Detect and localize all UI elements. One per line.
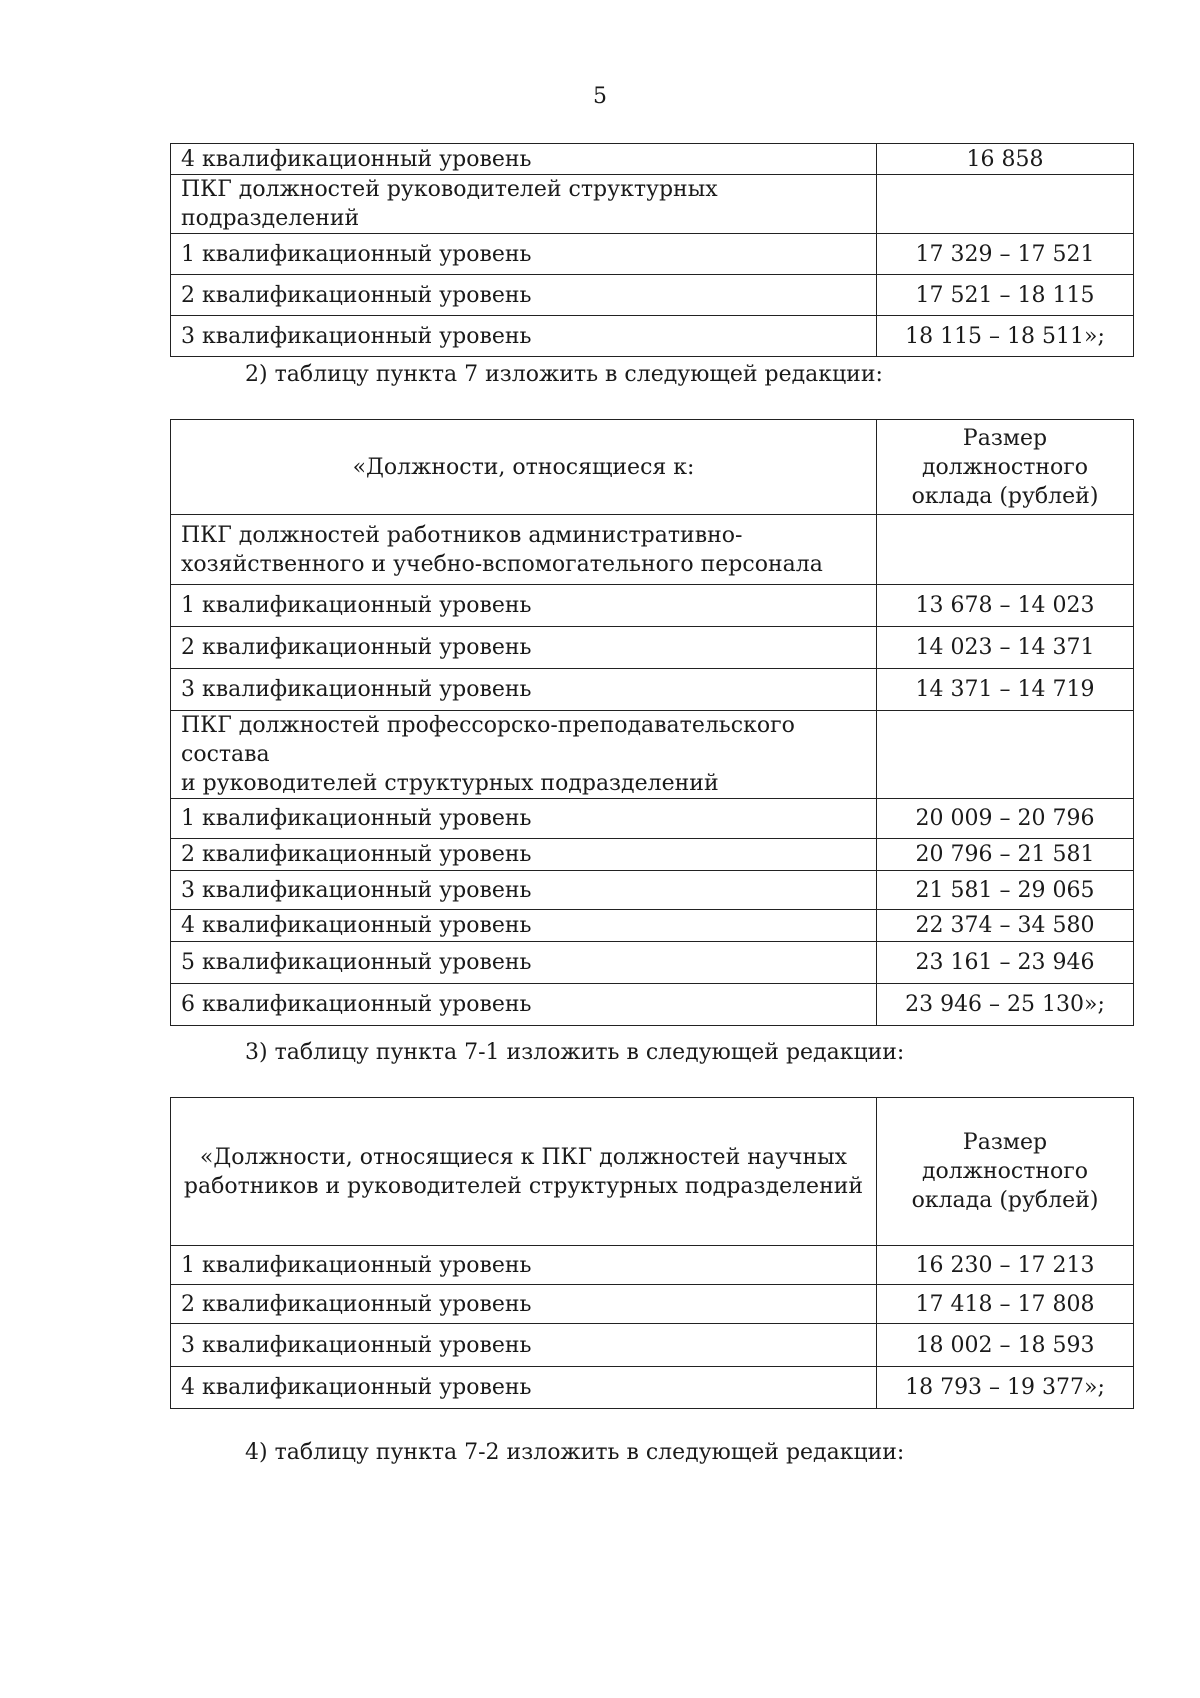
table-row — [171, 871, 1134, 910]
level-label: 3 квалификационный уровень — [171, 871, 877, 910]
table-row — [171, 515, 1134, 585]
table-row — [171, 711, 1134, 799]
table-header-row — [171, 420, 1134, 515]
salary-value: 16 230 – 17 213 — [877, 1246, 1134, 1285]
salary-value — [877, 515, 1134, 585]
group-label: ПКГ должностей руководителей структурных подразделений — [171, 175, 877, 234]
table-row — [171, 1285, 1134, 1324]
level-label: 6 квалификационный уровень — [171, 984, 877, 1026]
column-header-salary — [877, 420, 1134, 515]
level-label: 1 квалификационный уровень — [171, 1246, 877, 1285]
level-label: 2 квалификационный уровень — [171, 275, 877, 316]
salary-value: 23 161 – 23 946 — [877, 942, 1134, 984]
paragraph-item-2: 2) таблицу пункта 7 изложить в следующей редакции: — [245, 362, 883, 387]
table-row — [171, 627, 1134, 669]
level-label: 3 квалификационный уровень — [171, 316, 877, 357]
salary-value: 17 329 – 17 521 — [877, 234, 1134, 275]
salary-value — [877, 711, 1134, 799]
salary-value: 20 009 – 20 796 — [877, 799, 1134, 839]
column-header-positions-line2: работников и руководителей структурных подразделений — [183, 1173, 864, 1199]
table-row — [171, 275, 1134, 316]
level-label: 3 квалификационный уровень — [171, 669, 877, 711]
page-number: 5 — [593, 84, 607, 109]
salary-value: 21 581 – 29 065 — [877, 871, 1134, 910]
salary-value: 17 418 – 17 808 — [877, 1285, 1134, 1324]
salary-value: 18 002 – 18 593 — [877, 1324, 1134, 1367]
paragraph-item-3: 3) таблицу пункта 7-1 изложить в следующей редакции: — [245, 1040, 905, 1065]
salary-value: 22 374 – 34 580 — [877, 910, 1134, 942]
level-label: 1 квалификационный уровень — [171, 585, 877, 627]
level-label: 1 квалификационный уровень — [171, 234, 877, 275]
column-header-salary-line2: оклада (рублей) — [911, 1188, 1099, 1213]
group-label — [171, 515, 877, 585]
level-label: 4 квалификационный уровень — [171, 144, 877, 175]
group-label-line2: и руководителей структурных подразделений — [181, 771, 719, 796]
salary-table-item-7 — [170, 419, 1134, 1026]
table-row — [171, 585, 1134, 627]
column-header-salary-line1: Размер должностного — [921, 1130, 1089, 1184]
table-row — [171, 984, 1134, 1026]
group-label-line2: хозяйственного и учебно-вспомогательного персонала — [181, 551, 823, 577]
level-label: 4 квалификационный уровень — [171, 1367, 877, 1409]
salary-value: 13 678 – 14 023 — [877, 585, 1134, 627]
salary-value: 17 521 – 18 115 — [877, 275, 1134, 316]
table-row — [171, 234, 1134, 275]
salary-table-item-7-1 — [170, 1097, 1134, 1409]
table-row — [171, 316, 1134, 357]
salary-value: 14 023 – 14 371 — [877, 627, 1134, 669]
level-label: 5 квалификационный уровень — [171, 942, 877, 984]
salary-value: 23 946 – 25 130»; — [877, 984, 1134, 1026]
salary-value: 18 115 – 18 511»; — [877, 316, 1134, 357]
group-label-line1: ПКГ должностей профессорско-преподавательского состава — [181, 713, 795, 767]
level-label: 2 квалификационный уровень — [171, 1285, 877, 1324]
salary-value — [877, 175, 1134, 234]
column-header-positions: «Должности, относящиеся к: — [171, 420, 877, 515]
column-header-salary-line1: Размер должностного — [921, 425, 1089, 480]
table-row — [171, 175, 1134, 234]
level-label: 4 квалификационный уровень — [171, 910, 877, 942]
table-row — [171, 799, 1134, 839]
table-row — [171, 839, 1134, 871]
level-label: 2 квалификационный уровень — [171, 627, 877, 669]
group-label — [171, 711, 877, 799]
level-label: 1 квалификационный уровень — [171, 799, 877, 839]
salary-value: 16 858 — [877, 144, 1134, 175]
table-row — [171, 1367, 1134, 1409]
column-header-salary-line2: оклада (рублей) — [911, 483, 1099, 509]
salary-table-continued — [170, 143, 1134, 357]
table-row — [171, 1246, 1134, 1285]
level-label: 3 квалификационный уровень — [171, 1324, 877, 1367]
column-header-positions-line1: «Должности, относящиеся к ПКГ должностей научных — [199, 1144, 848, 1170]
table-row — [171, 942, 1134, 984]
salary-value: 18 793 – 19 377»; — [877, 1367, 1134, 1409]
salary-value: 20 796 – 21 581 — [877, 839, 1134, 871]
table-row — [171, 144, 1134, 175]
group-label-line1: ПКГ должностей работников административно- — [181, 522, 743, 548]
column-header-positions — [171, 1098, 877, 1246]
table-row — [171, 910, 1134, 942]
table-row — [171, 669, 1134, 711]
level-label: 2 квалификационный уровень — [171, 839, 877, 871]
table-row — [171, 1324, 1134, 1367]
salary-value: 14 371 – 14 719 — [877, 669, 1134, 711]
paragraph-item-4: 4) таблицу пункта 7-2 изложить в следующей редакции: — [245, 1440, 905, 1465]
table-header-row — [171, 1098, 1134, 1246]
column-header-salary — [877, 1098, 1134, 1246]
